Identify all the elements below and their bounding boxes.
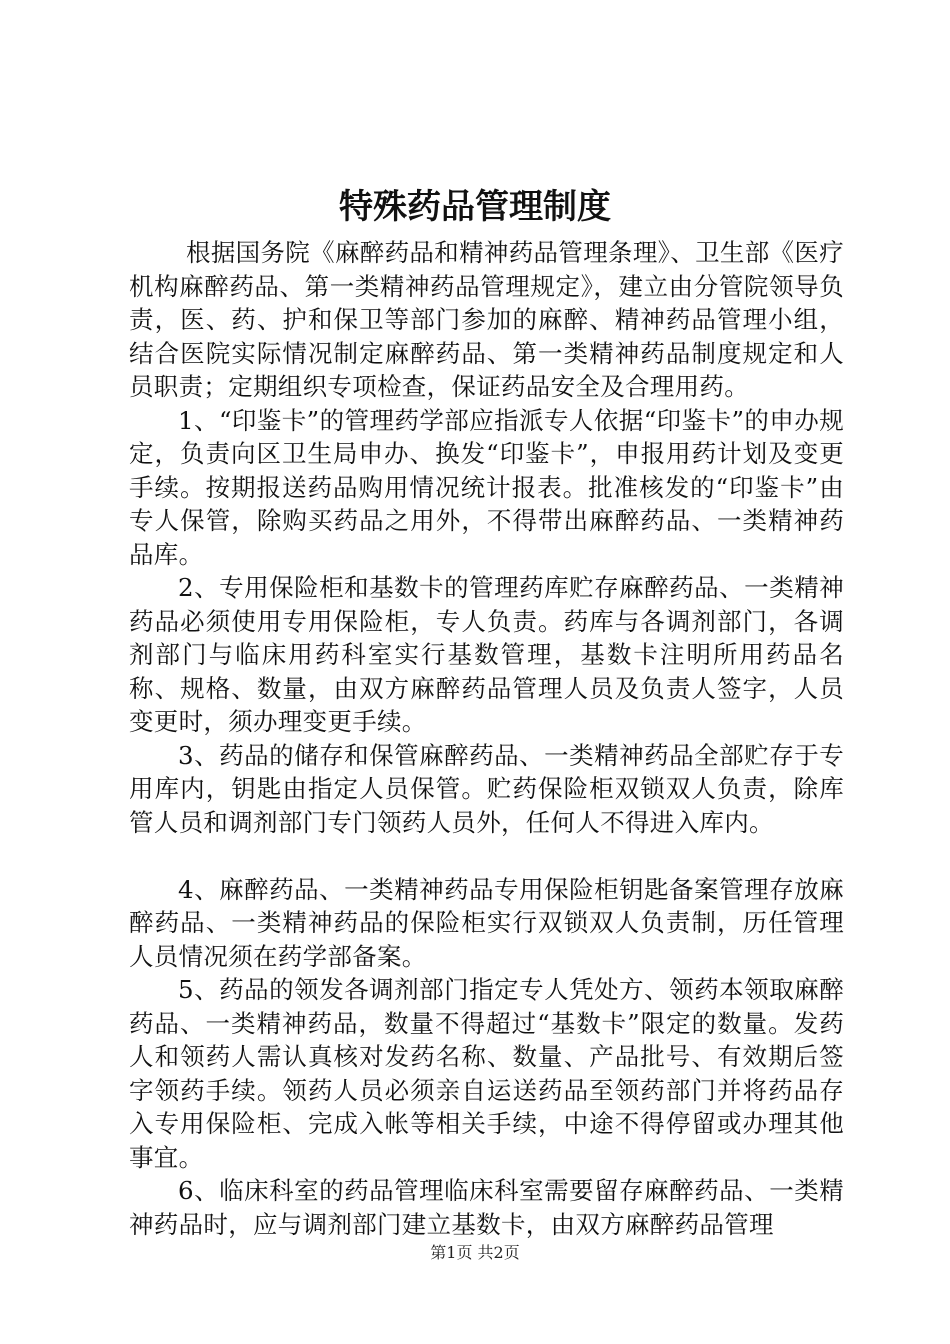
section-5-paragraph: 5、药品的领发各调剂部门指定专人凭处方、领药本领取麻醉药品、一类精神药品，数量不得超过“基数卡”限定的数量。发药人和领药人需认真核对发药名称、数量、产品批号、有效期后签字领药手续。领药人员必须亲自运送药品至领药部门并将药品存入专用保险柜、完成入帐等相关手续，中途不得停留或办理其他事宜。 (129, 975, 844, 1172)
page-number-footer: 第1页 共2页 (430, 1243, 520, 1262)
section-2-paragraph: 2、专用保险柜和基数卡的管理药库贮存麻醉药品、一类精神药品必须使用专用保险柜，专人负责。药库与各调剂部门，各调剂部门与临床用药科室实行基数管理，基数卡注明所用药品名称、规格、数量，由双方麻醉药品管理人员及负责人签字，人员变更时，须办理变更手续。 (129, 573, 844, 736)
section-1-paragraph: 1、“印鉴卡”的管理药学部应指派专人依据“印鉴卡”的申办规定，负责向区卫生局申办、换发“印鉴卡”，申报用药计划及变更手续。按期报送药品购用情况统计报表。批准核发的“印鉴卡”由专人保管，除购买药品之用外，不得带出麻醉药品、一类精神药品库。 (129, 405, 844, 569)
section-4-paragraph: 4、麻醉药品、一类精神药品专用保险柜钥匙备案管理存放麻醉药品、一类精神药品的保险柜实行双锁双人负责制，历任管理人员情况须在药学部备案。 (129, 874, 844, 971)
document-title: 特殊药品管理制度 (339, 187, 611, 227)
section-6-paragraph: 6、临床科室的药品管理临床科室需要留存麻醉药品、一类精神药品时，应与调剂部门建立基数卡，由双方麻醉药品管理 (129, 1176, 844, 1239)
document-body (129, 236, 844, 1241)
intro-paragraph: 根据国务院《麻醉药品和精神药品管理条理》、卫生部《医疗机构麻醉药品、第一类精神药品管理规定》，建立由分管院领导负责，医、药、护和保卫等部门参加的麻醉、精神药品管理小组，结合医院实际情况制定麻醉药品、第一类精神药品制度规定和人员职责；定期组织专项检查，保证药品安全及合理用药。 (129, 238, 844, 401)
section-3-paragraph: 3、药品的储存和保管麻醉药品、一类精神药品全部贮存于专用库内，钥匙由指定人员保管。贮药保险柜双锁双人负责，除库管人员和调剂部门专门领药人员外，任何人不得进入库内。 (129, 740, 844, 837)
